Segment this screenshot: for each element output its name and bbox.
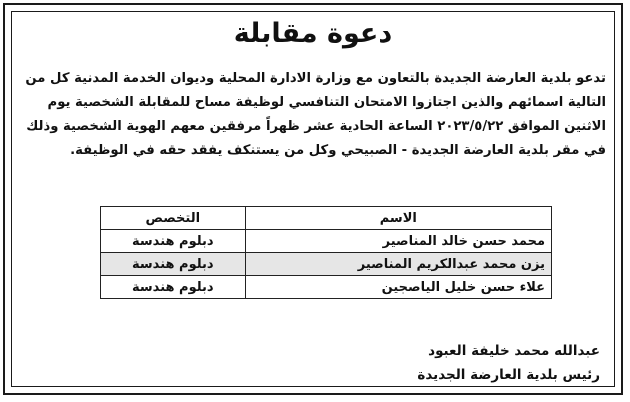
candidate-specialty: دبلوم هندسة [101,276,246,299]
invitation-body [20,67,606,163]
ad-outer-frame [3,3,623,395]
header-name: الاسم [245,207,551,230]
ad-title: دعوة مقابلة [233,18,393,49]
table-row [101,276,552,299]
candidate-specialty: دبلوم هندسة [101,230,246,253]
header-specialty: التخصص [101,207,246,230]
signatory-role: رئيس بلدية العارضة الجديدة [417,367,600,383]
body-line-2: التالية اسمائهم والذين اجتازوا الامتحان التنافسي لوظيفة مساح للمقابلة الشخصية يوم [47,95,606,110]
table-row [101,253,552,276]
signatory-name: عبدالله محمد خليفة العبود [428,343,600,359]
table-row [101,230,552,253]
table-header-row [101,207,552,230]
candidate-name: يزن محمد عبدالكريم المناصير [245,253,551,276]
signature-block [417,339,600,387]
ad-inner-frame [11,11,615,387]
body-line-3: الاثنين الموافق ٢٠٢٣/٥/٢٢ الساعة الحادية عشر ظهراً مرفقين معهم الهوية الشخصية وذلك [26,119,606,134]
candidate-specialty: دبلوم هندسة [101,253,246,276]
body-line-4: في مقر بلدية العارضة الجديدة - الصبيحي وكل من يستنكف يفقد حقه في الوظيفة. [70,143,606,158]
candidates-table [100,206,552,299]
candidate-name: علاء حسن خليل الياصجين [245,276,551,299]
candidate-name: محمد حسن خالد المناصير [245,230,551,253]
body-line-1: تدعو بلدية العارضة الجديدة بالتعاون مع وزارة الادارة المحلية وديوان الخدمة المدنية كل من [25,71,606,86]
